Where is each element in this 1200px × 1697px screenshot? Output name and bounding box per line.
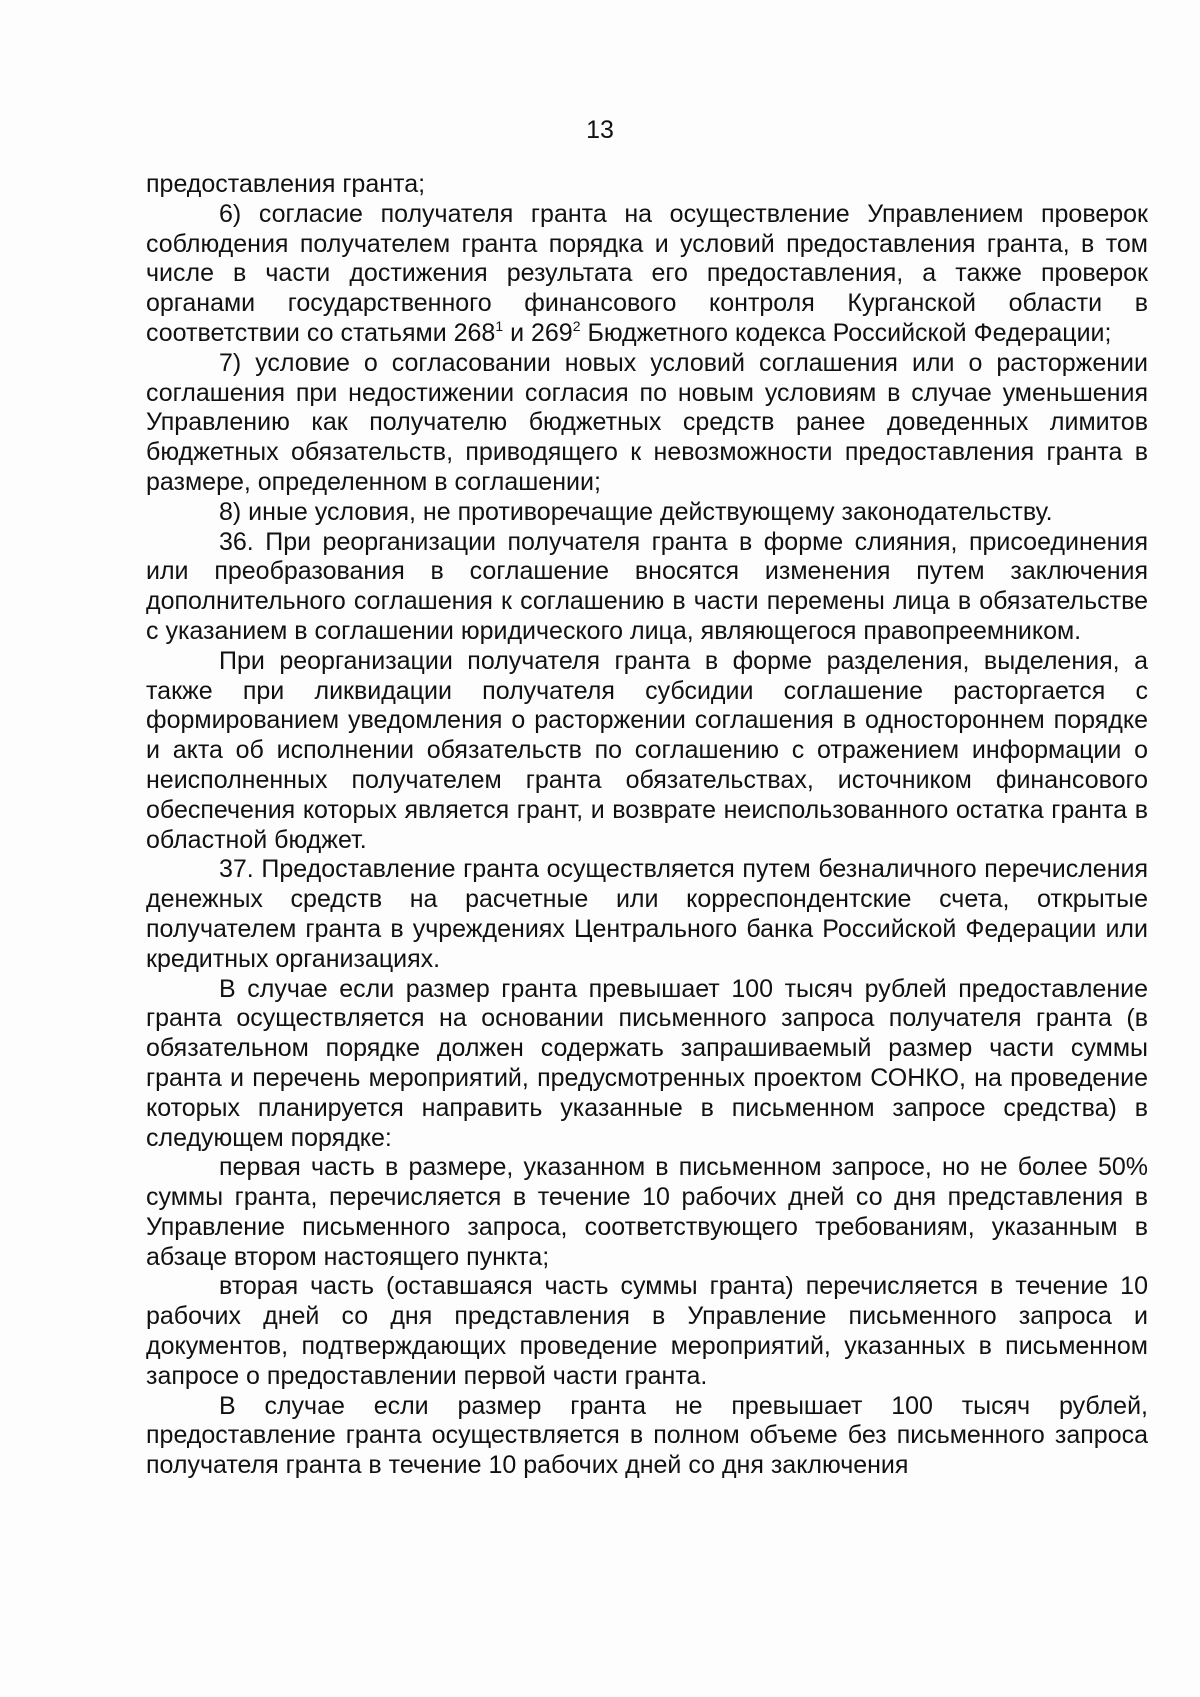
article-superscript-1: 1: [495, 317, 504, 334]
paragraph-under-100k: В случае если размер гранта не превышает 100 тысяч рублей, предоставление гранта осуществляется в полном объеме без письменного запроса получателя гранта в течение 10 рабочих дней со дня заключения: [146, 1391, 1148, 1480]
paragraph-first-part: первая часть в размере, указанном в письменном запросе, но не более 50% суммы гранта, перечисляется в течение 10 рабочих дней со дня представления в Управление письменного запроса, соответствующего требованиям, указанным в абзаце втором настоящего пункта;: [146, 1153, 1148, 1271]
paragraph-clause-36: 36. При реорганизации получателя гранта в форме слияния, присоединения или преобразования в соглашение вносятся изменения путем заключения дополнительного соглашения к соглашению в части перемены лица в обязательстве с указанием в соглашении юридического лица, являющегося правопреемником.: [146, 527, 1148, 645]
paragraph-over-100k: В случае если размер гранта превышает 100 тысяч рублей предоставление гранта осуществляется на основании письменного запроса получателя гранта (в обязательном порядке должен содержать запрашиваемый размер части суммы гранта и перечень мероприятий, предусмотренных проектом СОНКО, на проведение которых планируется направить указанные в письменном запросе средства) в следующем порядке:: [146, 974, 1148, 1152]
paragraph-item-8: 8) иные условия, не противоречащие действующему законодательству.: [219, 497, 1053, 526]
article-superscript-2: 2: [572, 317, 581, 334]
paragraph-item-6: [146, 200, 1148, 349]
paragraph-reorganization: При реорганизации получателя гранта в форме разделения, выделения, а также при ликвидации получателя субсидии соглашение расторгается с формированием уведомления о расторжении соглашения в одностороннем порядке и акта об исполнении обязательств по соглашению с отражением информации о неисполненных получателем гранта обязательствах, источником финансового обеспечения которых является грант, и возврате неиспользованного остатка гранта в областной бюджет.: [146, 646, 1148, 854]
paragraph-item-6-text-3: Бюджетного кодекса Российской Федерации;: [580, 318, 1112, 347]
paragraph-item-7: 7) условие о согласовании новых условий соглашения или о расторжении соглашения при недостижении согласия по новым условиям в случае уменьшения Управлению как получателю бюджетных средств ранее доведенных лимитов бюджетных обязательств, приводящего к невозможности предоставления гранта в размере, определенном в соглашении;: [146, 348, 1148, 496]
document-body: [146, 170, 1148, 1481]
paragraph-item-6-text: 6) согласие получателя гранта на осуществление Управлением проверок соблюдения получателем гранта порядка и условий предоставления гранта, в том числе в части достижения результата его предоставления, а также проверок органами государственного финансового контроля Курганской области в соответствии со статьями 268: [146, 199, 1148, 347]
paragraph-item-6-text-2: и 269: [503, 318, 573, 347]
paragraph-second-part: вторая часть (оставшаяся часть суммы гранта) перечисляется в течение 10 рабочих дней со дня представления в Управление письменного запроса и документов, подтверждающих проведение мероприятий, указанных в письменном запросе о предоставлении первой части гранта.: [146, 1272, 1148, 1390]
page-number: 13: [586, 116, 614, 144]
paragraph-continuation: предоставления гранта;: [146, 170, 426, 198]
paragraph-clause-37: 37. Предоставление гранта осуществляется путем безналичного перечисления денежных средств на расчетные или корреспондентские счета, открытые получателем гранта в учреждениях Центрального банка Российской Федерации или кредитных организациях.: [146, 855, 1148, 973]
